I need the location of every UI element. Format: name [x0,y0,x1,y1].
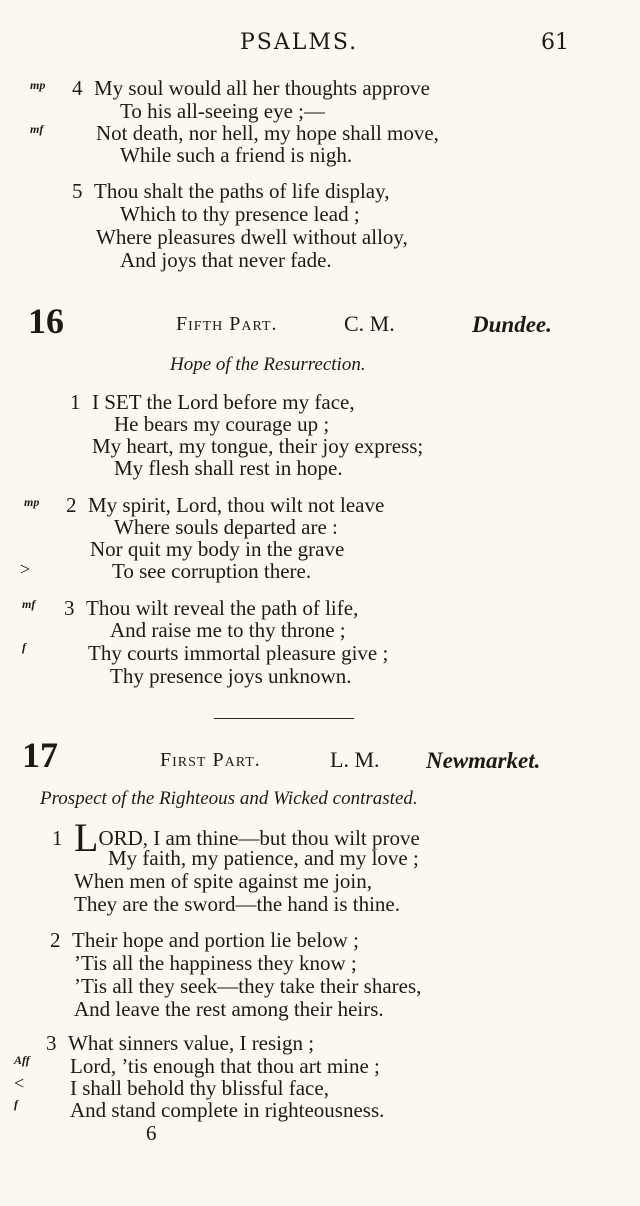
psalm-number: 17 [22,735,58,775]
verse-line: Lord, ’tis enough that thou art mine ; [70,1054,380,1078]
verse-line: My heart, my tongue, their joy express; [92,434,424,458]
dynamic-mark: > [20,559,31,579]
verse-line: 5 Thou shalt the paths of life display, [72,179,390,203]
psalm-meter: C. M. [344,311,395,336]
psalm-subject: Hope of the Resurrection. [170,354,366,375]
verse-line: Where pleasures dwell without alloy, [96,225,408,249]
verse-line: And leave the rest among their heirs. [74,997,384,1021]
verse-line: 3 Thou wilt reveal the path of life, [64,596,359,620]
verse-line: 1 LORD, I am thine—but thou wilt prove [52,815,420,860]
dynamic-mark: mf [30,122,44,136]
verse-line: They are the sword—the hand is thine. [74,892,400,916]
verse-line: Nor quit my body in the grave [90,537,345,561]
running-title: PSALMS. [240,30,359,55]
verse-line: While such a friend is nigh. [120,143,353,167]
psalm-subject: Prospect of the Righteous and Wicked contrasted. [40,788,418,809]
verse-line: He bears my courage up ; [114,412,330,436]
verse-number: 1 [52,826,63,850]
verse-number: 3 [46,1031,57,1055]
psalm-part: Fifth Part. [176,313,278,335]
verse-line: To see corruption there. [112,559,312,583]
drop-cap: L [74,815,99,860]
verse-line: Not death, nor hell, my hope shall move, [96,121,439,145]
dynamic-mark: Aff [14,1053,30,1067]
verse-number: 4 [72,76,83,100]
tune-name: Dundee. [472,312,552,337]
verse-line: 1 I SET the Lord before my face, [70,390,355,414]
dynamic-mark: f [22,640,26,654]
page-number: 61 [541,30,569,55]
verse-line: To his all-seeing eye ;— [120,99,325,123]
psalm-number: 16 [28,301,64,341]
section-divider [214,718,354,719]
verse-line: ’Tis all the happiness they know ; [74,951,357,975]
verse-line: When men of spite against me join, [74,869,373,893]
verse-number: 2 [50,928,61,952]
verse-line: ’Tis all they seek—they take their shares, [74,974,422,998]
verse-number: 1 [70,390,81,414]
psalm-part: First Part. [160,749,261,771]
verse-number: 5 [72,179,83,203]
verse-line: 2 Their hope and portion lie below ; [50,928,359,952]
verse-line: My faith, my patience, and my love ; [108,846,419,870]
dynamic-mark: mp [30,78,46,92]
dynamic-mark: mp [24,495,40,509]
tune-name: Newmarket. [426,748,541,773]
verse-line: 2 My spirit, Lord, thou wilt not leave [66,493,385,517]
verse-line: Thy presence joys unknown. [110,664,352,688]
signature-mark: 6 [146,1121,157,1145]
dynamic-mark: mf [22,597,36,611]
verse-line: I shall behold thy blissful face, [70,1076,329,1100]
verse-number: 3 [64,596,75,620]
verse-line: My flesh shall rest in hope. [114,456,343,480]
verse-line: Which to thy presence lead ; [120,202,360,226]
psalm-meter: L. M. [330,747,380,772]
verse-line: Where souls departed are : [114,515,338,539]
dynamic-mark: f [14,1097,18,1111]
verse-line: 3 What sinners value, I resign ; [46,1031,315,1055]
dynamic-mark: < [14,1073,25,1093]
verse-number: 2 [66,493,77,517]
verse-line: And raise me to thy throne ; [110,618,346,642]
verse-line: 4 My soul would all her thoughts approve [72,76,430,100]
verse-line: And joys that never fade. [120,248,332,272]
verse-line: And stand complete in righteousness. [70,1098,385,1122]
verse-line: Thy courts immortal pleasure give ; [88,641,389,665]
